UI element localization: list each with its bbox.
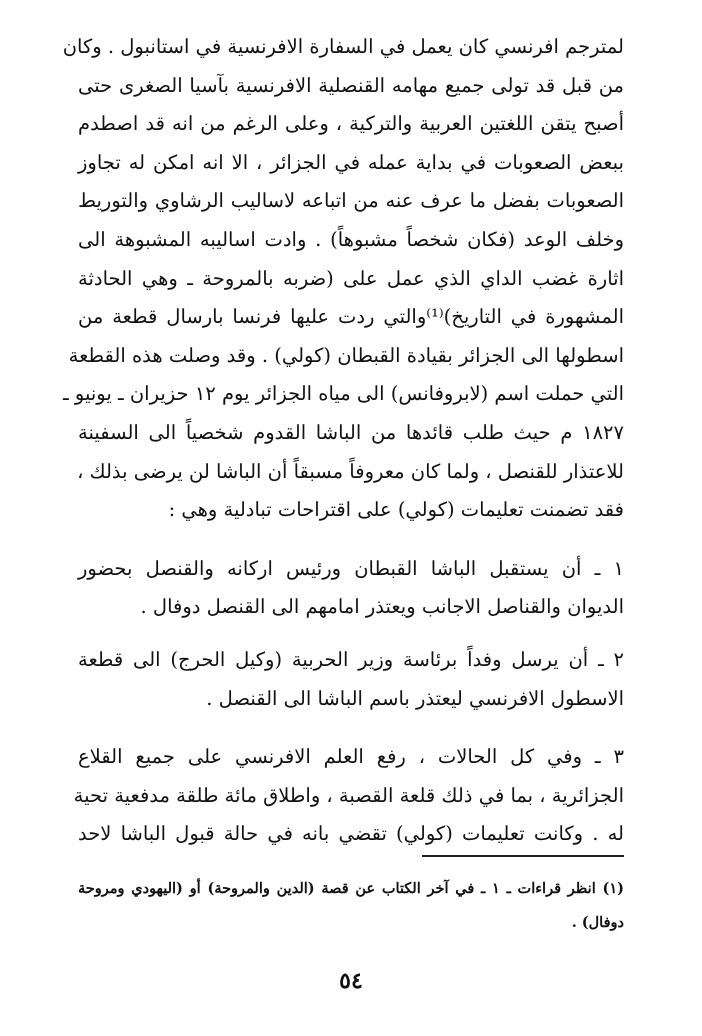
text-line: المشهورة في التاريخ)⁽¹⁾والتي ردت عليها فرنسا بارسال قطعة من (78, 305, 624, 329)
text-line: فقد تضمنت تعليمات (كولي) على اقتراحات تبادلية وهي : (168, 498, 624, 522)
footnote (78, 872, 624, 940)
text-line: اثارة غضب الداي الذي عمل على (ضربه بالمروحة ـ وهي الحادثة (78, 266, 624, 290)
text-line: الاسطول الافرنسي ليعتذر باسم الباشا الى القنصل . (206, 686, 624, 710)
paragraph-item-1 (78, 550, 624, 627)
paragraph-intro (62, 28, 624, 530)
page-number: ٥٤ (339, 968, 363, 994)
paragraph-gap (78, 627, 624, 641)
text-line: للاعتذار للقنصل ، ولما كان معروفاً مسبقاً أن الباشا لن يرضى بذلك ، (77, 459, 624, 483)
text-line: ٢ ـ أن يرسل وفداً برئاسة وزير الحربية (وكيل الحرج) الى قطعة (78, 647, 624, 671)
text-line: الجزائرية ، بما في ذلك قلعة القصبة ، واطلاق مائة طلقة مدفعية تحية (73, 783, 624, 807)
paragraph-item-2 (78, 641, 624, 718)
footnote-separator (422, 855, 624, 857)
paragraph-gap (78, 718, 624, 738)
text-line: له . وكانت تعليمات (كولي) تقضي بانه في حالة قبول الباشا لاحد (78, 822, 624, 846)
text-line: الصعوبات بفضل ما عرف عنه من اتباعه لاساليب الرشاوي والتوريط (78, 189, 624, 213)
text-line: وخلف الوعد (فكان شخصاً مشبوهاً) . وادت اساليبه المشبوهة الى (78, 227, 624, 251)
text-line: ١٨٢٧ م حيث طلب قائدها من الباشا القدوم شخصياً الى السفينة (78, 420, 624, 444)
text-line: اسطولها الى الجزائر بقيادة القبطان (كولي) . وقد وصلت هذه القطعة (68, 343, 624, 367)
text-line: ببعض الصعوبات في بداية عمله في الجزائر ، الا انه امكن له تجاوز (78, 150, 624, 174)
text-line: من قبل قد تولى جميع مهامه القنصلية الافرنسية بآسيا الصغرى حتى (78, 73, 624, 97)
text-line: أصبح يتقن اللغتين العربية والتركية ، وعلى الرغم من انه قد اصطدم (78, 112, 624, 136)
footnote-line: دوفال) . (571, 914, 624, 931)
text-line: ٣ ـ وفي كل الحالات ، رفع العلم الافرنسي على جميع القلاع (78, 745, 624, 769)
text-line: لمترجم افرنسي كان يعمل في السفارة الافرنسية في استانبول . وكان (62, 35, 624, 58)
text-line: التي حملت اسم (لابروفانس) الى مياه الجزائر يوم ١٢ حزيران ـ يونيو ـ (62, 382, 624, 406)
paragraph-item-3 (73, 738, 624, 854)
text-line: الديوان والقناصل الاجانب ويعتذر امامهم الى القنصل دوفال . (140, 595, 624, 619)
paragraph-gap (78, 530, 624, 550)
text-line: ١ ـ أن يستقبل الباشا القبطان ورئيس اركانه والقنصل بحضور (78, 556, 624, 580)
footnote-line: (١) انظر قراءات ـ ١ ـ في آخر الكتاب عن قصة (الدين والمروحة) أو (اليهودي ومروحة (78, 880, 625, 897)
